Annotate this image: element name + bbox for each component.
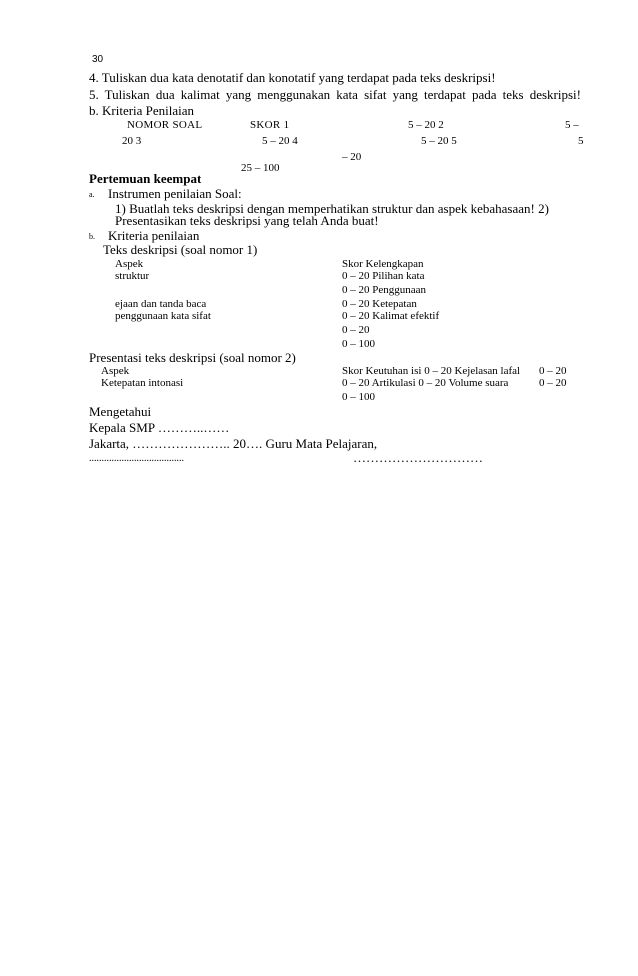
list-marker-b: b.	[89, 232, 95, 241]
instrumen-item-1: 1) Buatlah teks deskripsi dengan memperhatikan struktur dan aspek kebahasaan! 2)	[115, 201, 549, 216]
question-4: 4. Tuliskan dua kata denotatif dan konotatif yang terdapat pada teks deskripsi!	[89, 70, 496, 85]
score-table-cell: 20 3	[122, 135, 142, 147]
kriteria-penilaian-heading: b. Kriteria Penilaian	[89, 103, 195, 118]
rubric1-skor: 0 – 20 Kalimat efektif	[342, 310, 440, 322]
teks-deskripsi-soal-1-title: Teks deskripsi (soal nomor 1)	[103, 242, 258, 257]
score-table-header-nomor: NOMOR SOAL	[127, 119, 203, 131]
mengetahui-label: Mengetahui	[89, 404, 152, 419]
presentasi-aspek: Aspek	[101, 365, 130, 377]
rubric1-skor: 0 – 20 Pilihan kata	[342, 270, 425, 282]
score-table-cell: 5 –	[565, 119, 579, 131]
rubric1-skor: Skor Kelengkapan	[342, 258, 424, 270]
rubric1-skor: 0 – 20	[342, 324, 370, 336]
score-table-cell: 5 – 20 4	[262, 135, 298, 147]
score-table-cell: 5 – 20 2	[408, 119, 444, 131]
list-marker-a: a.	[89, 190, 95, 199]
question-5: 5. Tuliskan dua kalimat yang menggunakan kata sifat yang terdapat pada teks deskripsi!	[89, 87, 581, 102]
presentasi-skor: Skor Keutuhan isi 0 – 20 Kejelasan lafal	[342, 365, 521, 377]
presentasi-aspek: Ketepatan intonasi	[101, 377, 184, 389]
kepala-smp-label: Kepala SMP ………..……	[89, 420, 230, 435]
presentasi-skor: 0 – 20 Artikulasi 0 – 20 Volume suara	[342, 377, 509, 389]
kriteria-penilaian-label: Kriteria penilaian	[108, 228, 200, 243]
score-table-cell: 5 – 20 5	[421, 135, 457, 147]
rubric1-aspek: ejaan dan tanda baca	[115, 298, 207, 310]
signature-dots-right: …………………………	[353, 450, 483, 465]
rubric1-skor-total: 0 – 100	[342, 338, 375, 350]
rubric1-aspek: penggunaan kata sifat	[115, 310, 211, 322]
rubric1-skor: 0 – 20 Ketepatan	[342, 298, 417, 310]
rubric1-aspek: struktur	[115, 270, 150, 282]
score-table-total: 25 – 100	[241, 162, 280, 174]
instrumen-penilaian-label: Instrumen penilaian Soal:	[108, 186, 242, 201]
score-table-header-skor: SKOR 1	[250, 119, 290, 131]
signature-dots-left: ......................................	[89, 453, 184, 464]
presentasi-skor: 0 – 20	[539, 377, 567, 389]
rubric1-skor: 0 – 20 Penggunaan	[342, 284, 427, 296]
jakarta-date-line: Jakarta, ………………….. 20…. Guru Mata Pelajaran,	[89, 436, 378, 451]
pertemuan-keempat-heading: Pertemuan keempat	[89, 171, 202, 186]
presentasi-skor-total: 0 – 100	[342, 391, 375, 403]
presentasi-skor: 0 – 20	[539, 365, 567, 377]
score-table-cell: – 20	[342, 151, 362, 163]
instrumen-item-2: Presentasikan teks deskripsi yang telah Anda buat!	[115, 213, 379, 228]
presentasi-soal-2-title: Presentasi teks deskripsi (soal nomor 2)	[89, 350, 296, 365]
page-number: 30	[92, 54, 104, 65]
score-table-cell: 5	[578, 135, 584, 147]
rubric1-aspek: Aspek	[115, 258, 144, 270]
